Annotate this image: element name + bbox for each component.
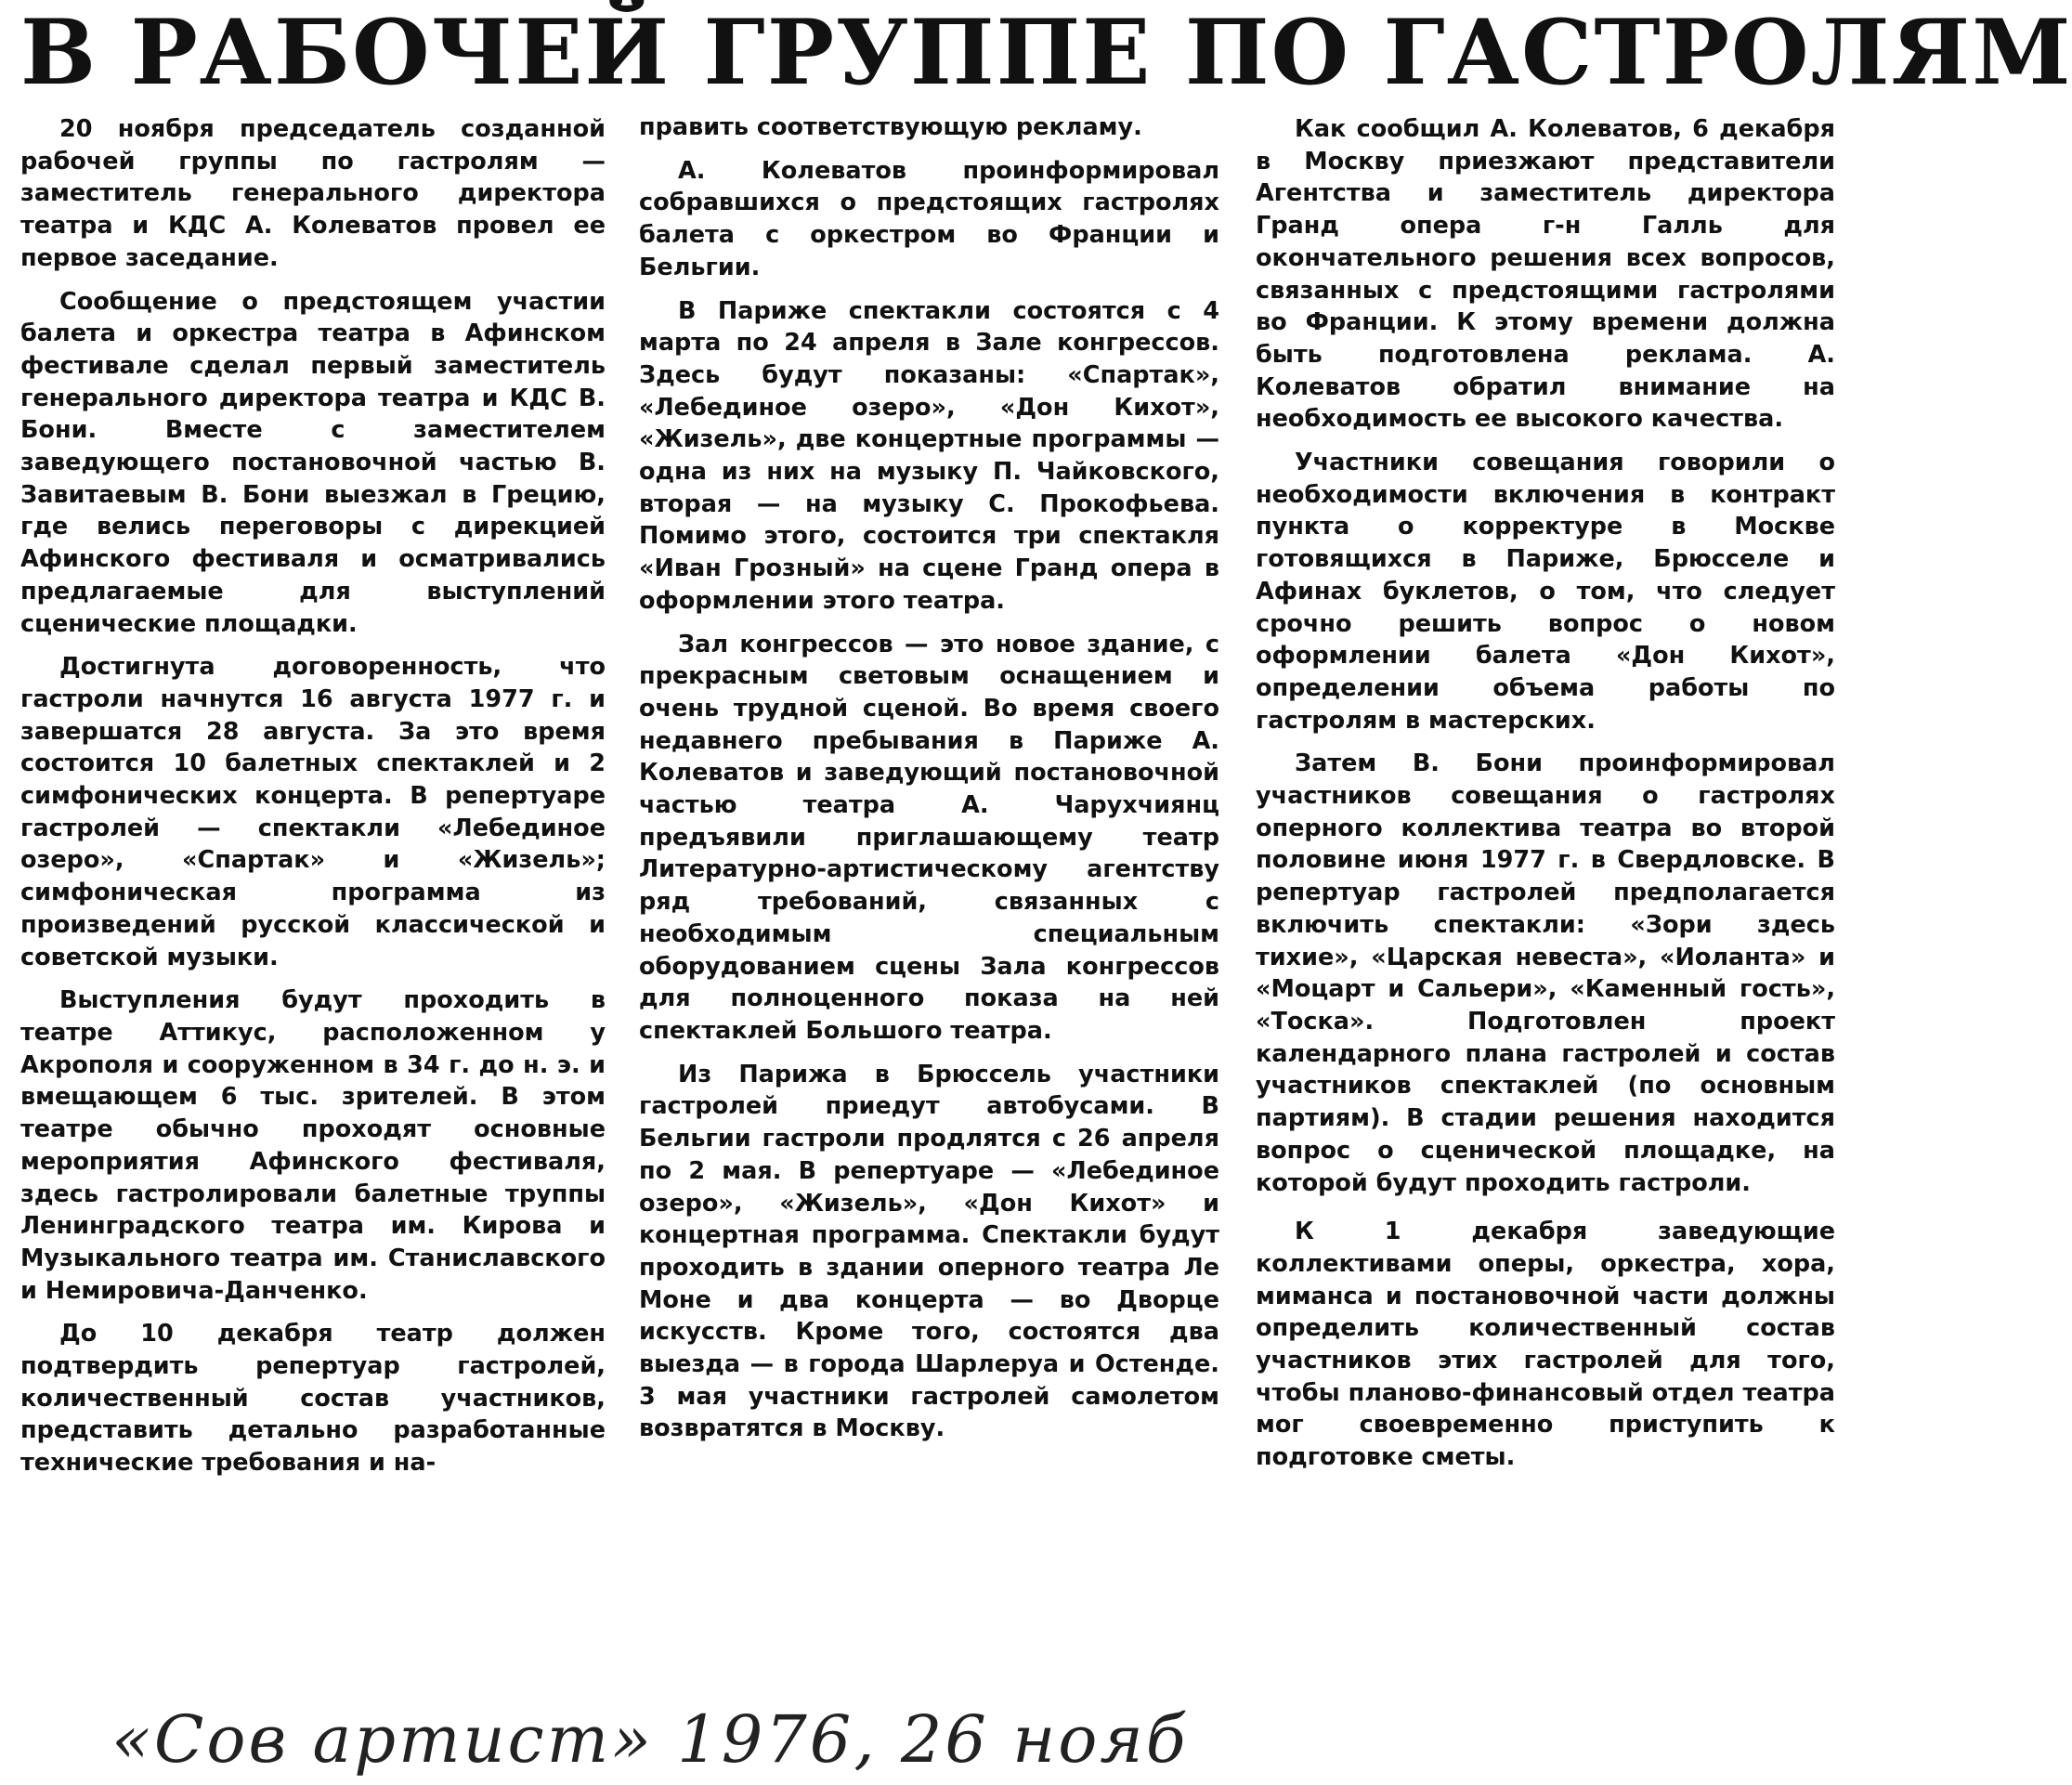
article-headline: В РАБОЧЕЙ ГРУППЕ ПО ГАСТРОЛЯМ [20, 0, 2072, 105]
paragraph: Затем В. Бони проинформировал участников совещания о гастролях оперного коллектива театра во второй половине июня 1977 г. в Свердловске. В репертуар гастролей предполагается включить спектакли: «Зори здесь тихие», «Царская невеста», «Иоланта» и «Моцарт и Сальери», «Каменный гость», «Тоска». Подготовлен проект календарного плана гастролей и состав участников спектаклей (по основным партиям). В стадии решения находится вопрос о сценической площадке, на которой будут проходить гастроли. [1256, 749, 1835, 1197]
article-column-3 [1256, 113, 1835, 1485]
paragraph: Выступления будут проходить в театре Аттикус, расположенном у Акрополя и сооруженном в 34 г. до н. э. и вмещающем 6 тыс. зрителей. В этом театре обычно проходят основные мероприятия Афинского фестиваля, здесь гастролировали балетные труппы Ленинградского театра им. Кирова и Музыкального театра им. Станиславского и Немировича-Данченко. [20, 986, 606, 1305]
paragraph: К 1 декабря заведующие коллективами оперы, оркестра, хора, миманса и постановочной части должны определить количественный состав участников этих гастролей для того, чтобы планово-финансовый отдел театра мог своевременно приступить к подготовке сметы. [1256, 1218, 1835, 1472]
handwritten-source-note [111, 1701, 1189, 1778]
paragraph: Из Парижа в Брюссель участники гастролей приедут автобусами. В Бельгии гастроли продлятся с 26 апреля по 2 мая. В репертуаре — «Лебединое озеро», «Жизель», «Дон Кихот» и концертная программа. Спектакли будут проходить в здании оперного театра Ле Моне и два концерта — во Дворце искусств. Кроме того, состоятся два выезда — в города Шарлеруа и Остенде. 3 мая участники гастролей самолетом возвратятся в Москву. [639, 1060, 1219, 1443]
paragraph: Зал конгрессов — это новое здание, с прекрасным световым оснащением и очень трудной сценой. Во время своего недавнего пребывания в Париже А. Колеватов и заведующий постановочной частью театра А. Чарухчиянц предъявили приглашающему театр Литературно-артистическому агентству ряд требований, связанных с необходимым специальным оборудованием сцены Зала конгрессов для полноценного показа на ней спектаклей Большого театра. [639, 630, 1219, 1045]
paragraph: Достигнута договоренность, что гастроли начнутся 16 августа 1977 г. и завершатся 28 августа. За это время состоится 10 балетных спектаклей и 2 симфонических концерта. В репертуаре гастролей — спектакли «Лебединое озеро», «Спартак» и «Жизель»; симфоническая программа из произведений русской классической и советской музыки. [20, 653, 606, 971]
article-column-1 [20, 113, 606, 1491]
paragraph-continuation: править соответствующую рекламу. [639, 113, 1142, 141]
paragraph: Как сообщил А. Колеватов, 6 декабря в Москву приезжают представители Агентства и заместитель директора Гранд опера г-н Галль для окончательного решения всех вопросов, связанных с предстоящими гастролями во Франции. К этому времени должна быть подготовлена реклама. А. Колеватов обратил внимание на необходимость ее высокого качества. [1256, 115, 1835, 434]
paragraph: Сообщение о предстоящем участии балета и оркестра театра в Афинском фестивале сделал первый заместитель генерального директора театра и КДС В. Бони. Вместе с заместителем заведующего постановочной частью В. Завитаевым В. Бони выезжал в Грецию, где велись переговоры с дирекцией Афинского фестиваля и осматривались предлагаемые для выступлений сценические площадки. [20, 287, 606, 638]
paragraph: 20 ноября председатель созданной рабочей группы по гастролям — заместитель генерального директора театра и КДС А. Колеватов провел ее первое заседание. [20, 115, 606, 272]
paragraph: В Париже спектакли состоятся с 4 марта по 24 апреля в Зале конгрессов. Здесь будут показаны: «Спартак», «Лебединое озеро», «Дон Кихот», «Жизель», две концертные программы — одна из них на музыку П. Чайковского, вторая — на музыку С. Прокофьева. Помимо этого, состоится три спектакля «Иван Грозный» на сцене Гранд опера в оформлении этого театра. [639, 296, 1219, 615]
handwritten-note-text: «Сов артист» 1976, 26 нояб [111, 1701, 1189, 1778]
paragraph: А. Колеватов проинформировал собравшихся о предстоящих гастролях балета с оркестром во Франции и Бельгии. [639, 156, 1219, 281]
paragraph: Участники совещания говорили о необходимости включения в контракт пункта о корректуре в Москве готовящихся в Париже, Брюсселе и Афинах буклетов, о том, что следует срочно решить вопрос о новом оформлении балета «Дон Кихот», определении объема работы по гастролям в мастерских. [1256, 449, 1835, 735]
article-column-2 [639, 111, 1219, 1456]
paragraph: До 10 декабря театр должен подтвердить репертуар гастролей, количественный состав участников, представить детально разработанные технические требования и на- [20, 1320, 606, 1478]
